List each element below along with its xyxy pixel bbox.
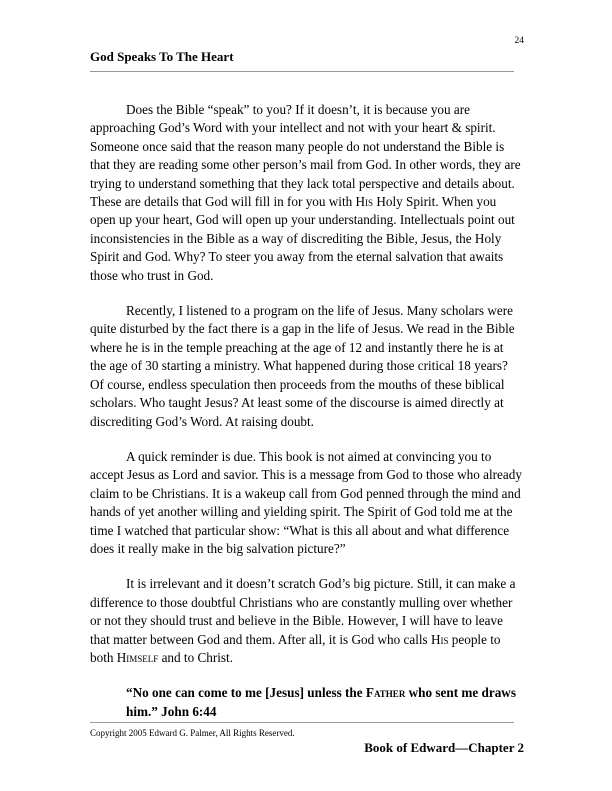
text-run: Recently, I listened to a program on the life of Jesus. Many scholars were quite disturbed by the fact there is a gap in the life of Jesus. We read in the Bible where he is in the temple preaching at the age of 12 and instantly there he is at the age of 30 starting a ministry. What happened during those critical 18 years? Of course, endless speculation then proceeds from the mouths of these biblical scholars. Who taught Jesus? At least some of the discourse is aimed directly at discrediting God’s Word. At raising doubt. (90, 303, 515, 429)
paragraph (90, 101, 522, 285)
quote-run-small-caps: Father (365, 685, 406, 701)
header-rule (90, 71, 514, 72)
scripture-quote (126, 684, 522, 721)
paragraph (90, 302, 522, 431)
page-number: 24 (514, 36, 524, 46)
quote-run: who sent me draws him.” John 6:44 (126, 685, 516, 719)
quote-run: “No one can come to me [Jesus] unless the (126, 685, 366, 701)
text-run: Holy Spirit. When you open up your heart, God will open up your understanding. Intellectuals point out inconsistencies in the Bible as a way of discrediting the Bible, Jesus, the Holy Spirit and God. Why? To steer you away from the eternal salvation that awaits those who trust in God. (90, 194, 515, 283)
text-run: It is irrelevant and it doesn’t scratch God’s big picture. Still, it can make a difference to those doubtful Christians who are constantly mulling over whether or not they should trust and believe in the Bible. However, I will have to leave that matter between God and them. After all, it is God who calls (90, 576, 516, 647)
text-run: A quick reminder is due. This book is not aimed at convincing you to accept Jesus as Lord and savior. This is a message from God to those who already claim to be Christians. It is a wakeup call from God penned through the mind and hands of yet another willing and yielding spirit. The Spirit of God told me at the time I watched that particular show: “What is this all about and what difference does it really make in the big salvation picture?” (90, 448, 522, 556)
text-run: and to Christ. (158, 649, 234, 665)
paragraph (90, 575, 522, 667)
text-run-small-caps: His (355, 194, 374, 210)
text-run: people to both (90, 631, 501, 665)
text-run-small-caps: His (430, 631, 449, 647)
footer-rule (90, 722, 514, 723)
header-title: God Speaks To The Heart (90, 49, 234, 64)
copyright-notice: Copyright 2005 Edward G. Palmer, All Rights Reserved. (90, 728, 295, 738)
text-run: Does the Bible “speak” to you? If it doesn’t, it is because you are approaching God’s Word with your intellect and not with your heart & spirit. Someone once said that the reason many people do not understand the Bible is that they are reading some other person’s mail from God. In other words, they are trying to understand something that they lack total perspective and details about. These are details that God will fill in for you with (90, 102, 521, 210)
paragraph (90, 448, 522, 558)
body-text (90, 101, 522, 721)
text-run-small-caps: Himself (116, 649, 159, 665)
chapter-label: Book of Edward—Chapter 2 (364, 740, 524, 755)
